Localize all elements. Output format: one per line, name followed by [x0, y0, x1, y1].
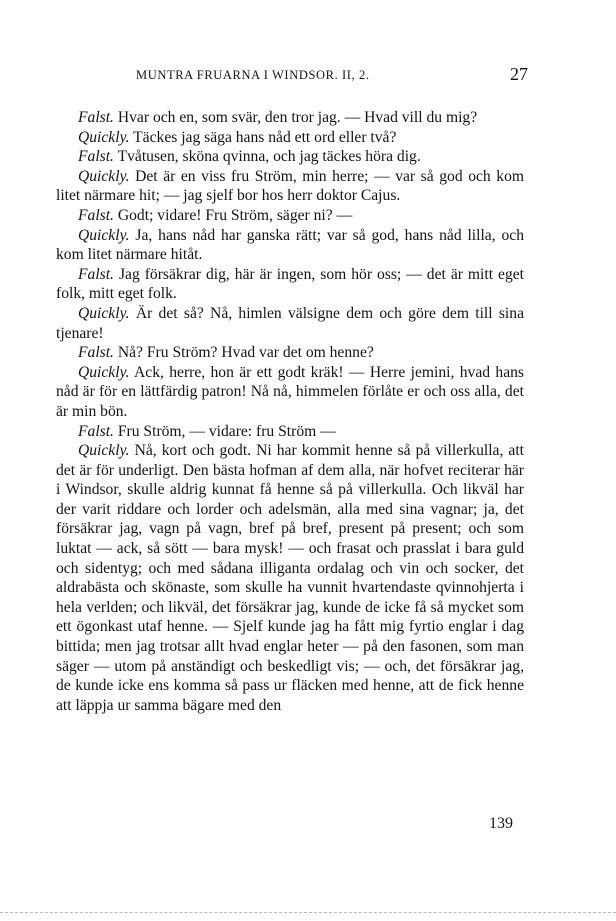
- dialogue-text: Ack, herre, hon är ett godt kräk! — Herre jemini, hvad hans nåd är för en lättfärdig patron! Nå nå, himmelen förlåte er och oss alla, det är min bön.: [56, 363, 524, 420]
- dialogue-paragraph: [56, 422, 524, 442]
- speaker-name: Quickly.: [78, 442, 130, 460]
- dialogue-paragraph: [56, 206, 524, 226]
- dialogue-text: Är det så? Nå, himlen välsigne dem och göre dem till sina tjenare!: [56, 304, 524, 342]
- scan-edge-rule: [0, 912, 616, 914]
- dialogue-text: Det är en viss fru Ström, min herre; — var så god och kom litet närmare hit; — jag sjelf bor hos herr doktor Cajus.: [56, 167, 524, 205]
- speaker-name: Quickly.: [78, 128, 130, 146]
- dialogue-paragraph: [56, 147, 524, 167]
- printer-signature: 139: [489, 815, 513, 832]
- dialogue-text: Jag försäkrar dig, här är ingen, som hör oss; — det är mitt eget folk, mitt eget folk.: [56, 265, 524, 303]
- speaker-name: Quickly.: [78, 363, 130, 381]
- dialogue-text: Tvåtusen, sköna qvinna, och jag täckes höra dig.: [117, 148, 421, 166]
- speaker-name: Quickly.: [78, 167, 130, 185]
- running-title: MUNTRA FRUARNA I WINDSOR. II, 2.: [136, 68, 370, 82]
- dialogue-paragraph: [56, 226, 524, 265]
- dialogue-text: Fru Ström, — vidare: fru Ström —: [117, 422, 336, 440]
- running-head: [60, 64, 528, 88]
- dialogue-paragraph: [56, 108, 524, 128]
- dialogue-paragraph: [56, 363, 524, 422]
- speaker-name: Quickly.: [78, 304, 130, 322]
- dialogue-text: Täckes jag säga hans nåd ett ord eller två?: [133, 128, 397, 146]
- speaker-name: Falst.: [78, 109, 114, 126]
- dialogue-text: Hvar och en, som svär, den tror jag. — Hvad vill du mig?: [117, 109, 478, 126]
- speaker-name: Falst.: [78, 422, 114, 440]
- dialogue-text: Nå, kort och godt. Ni har kommit henne så på villerkulla, att det är för underligt. Den bästa hofman af dem alla, när hofvet reciterar här i Windsor, skulle aldrig kunnat få henne så på villerkulla. Och likväl har der varit riddare och lorder och adelsmän, alla med sina vagnar; ja, det försäkrar jag, vagn på vagn, bref på bref, present på present; och som luktat — ack, så sött — bara mysk! — och frasat och prasslat i bara guld och sidentyg; och med sådana illiganta ordalag och vin och socker, det aldrabästa och skönaste, som skulle ha vunnit hvartendaste qvinnohjerta i hela verlden; och likväl, det försäkrar jag, kunde de icke få så mycket som ett ögonkast utaf henne. — Sjelf kunde jag ha fått mig fyrtio englar i dag bittida; men jag trotsar allt hvad englar heter — på den fasonen, som man säger — utom på anständigt och beskedligt vis; — och, det försäkrar jag, de kunde icke ens komma så pass ur fläcken med henne, att de fick henne att läppja ur samma bägare med den: [56, 442, 524, 714]
- dialogue-paragraph: [56, 265, 524, 304]
- speaker-name: Quickly.: [78, 226, 130, 244]
- speaker-name: Falst.: [78, 148, 114, 166]
- dialogue-paragraph: [56, 304, 524, 343]
- body-text: [56, 108, 524, 715]
- dialogue-paragraph: [56, 343, 524, 363]
- dialogue-paragraph: [56, 128, 524, 148]
- speaker-name: Falst.: [78, 206, 114, 224]
- dialogue-text: Nå? Fru Ström? Hvad var det om henne?: [117, 344, 374, 362]
- dialogue-paragraph: [56, 441, 524, 715]
- speaker-name: Falst.: [78, 265, 114, 283]
- speaker-name: Falst.: [78, 344, 114, 362]
- dialogue-paragraph: [56, 167, 524, 206]
- dialogue-text: Ja, hans nåd har ganska rätt; var så god, hans nåd lilla, och kom litet närmare hitåt.: [56, 226, 525, 264]
- dialogue-text: Godt; vidare! Fru Ström, säger ni? —: [117, 206, 353, 224]
- page-number: 27: [510, 64, 528, 84]
